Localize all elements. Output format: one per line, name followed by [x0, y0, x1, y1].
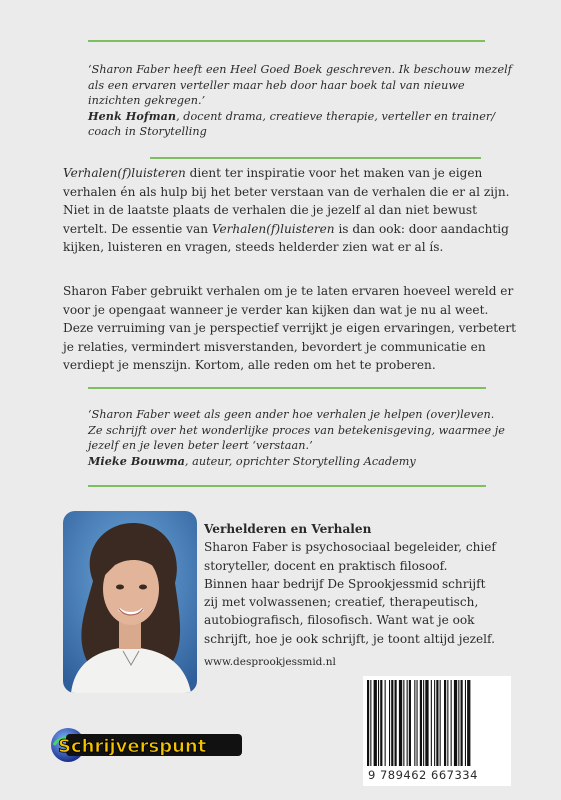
quote-line: inzichten gekregen.’ [88, 94, 206, 107]
quote-line: Ze schrijft over het wonderlijke proces van betekenisgeving, waarmee je [88, 423, 505, 437]
quote-line: als een ervaren verteller maar heb door haar boek tal van nieuwe [88, 78, 465, 92]
barcode-bar [461, 680, 463, 766]
paragraph-line: Deze verruiming van je perspectief verrijkt je eigen ervaringen, verbetert [63, 321, 516, 336]
quote-author: Henk Hofman [88, 108, 177, 123]
barcode-bar [380, 680, 382, 766]
barcode-bar [423, 680, 424, 766]
barcode-bar [431, 680, 432, 766]
description-paragraph-2 [63, 282, 516, 375]
description-paragraph-1 [63, 164, 509, 257]
book-title: Verhalen(f)luisteren [211, 221, 335, 236]
barcode-bar [440, 680, 441, 766]
author-website[interactable]: www.desprookjessmid.nl [204, 656, 336, 668]
bio-line: Sharon Faber is psychosociaal begeleider, chief [204, 540, 496, 555]
divider [88, 40, 485, 42]
quote-line: ‘Sharon Faber heeft een Heel Goed Boek geschreven. Ik beschouw mezelf [88, 63, 512, 76]
paragraph-text: vertelt. De essentie van [63, 221, 212, 236]
paragraph-text: dient ter inspiratie voor het maken van je eigen [185, 166, 483, 180]
barcode-bar [378, 680, 379, 766]
quote-line: coach in Storytelling [88, 125, 207, 138]
barcode-bar [458, 680, 459, 766]
bio-line: Binnen haar bedrijf De Sprookjessmid schrijft [204, 576, 486, 591]
paragraph-line: Niet in de laatste plaats de verhalen die je jezelf al dan niet bewust [63, 203, 477, 218]
barcode-bar [420, 680, 422, 766]
bio-title: Verhelderen en Verhalen [204, 522, 372, 536]
barcode-bar [399, 680, 402, 766]
barcode-bar [465, 680, 466, 766]
barcode-bar [451, 680, 452, 766]
publisher-logo [48, 720, 246, 770]
paragraph-line: voor je opengaat wanneer je verder kan kijken dan wat je nu al weet. [63, 302, 489, 317]
barcode-bar [447, 680, 448, 766]
paragraph-text: is dan ook: door aandachtig [334, 221, 509, 236]
isbn-number: 9 789462 667334 [368, 768, 478, 782]
barcode-bar [454, 680, 457, 766]
bio-line: schrijft, hoe je ook schrijft, je toont altijd jezelf. [204, 631, 495, 646]
barcode-bar [374, 680, 377, 766]
quote-author: Mieke Bouwma [88, 453, 185, 468]
quote-author-role: , docent drama, creatieve therapie, verteller en trainer/ [176, 109, 496, 123]
barcode-bar [395, 680, 397, 766]
barcode-bar [407, 680, 408, 766]
divider [88, 485, 486, 487]
author-photo [63, 511, 197, 693]
bio-line: zij met volwassenen; creatief, therapeutisch, [204, 595, 479, 610]
paragraph-line: je relaties, vermindert misverstanden, bevordert je communicatie en [63, 339, 486, 354]
bio-line: autobiografisch, filosofisch. Want wat je ook [204, 613, 475, 628]
publisher-logo-text: Schrijverspunt [58, 736, 207, 757]
barcode-bar [436, 680, 438, 766]
quote-line: jezelf en je leven beter leert ‘verstaan.’ [88, 439, 313, 452]
barcode-bar [370, 680, 371, 766]
testimonial-quote-1 [88, 62, 512, 140]
barcode-bar [403, 680, 404, 766]
paragraph-line: kijken, luisteren en vragen, steeds helderder zien wat er al ís. [63, 240, 444, 255]
barcode-bar [391, 680, 393, 766]
paragraph-line: verhalen én als hulp bij het beter verstaan van de verhalen die er al zijn. [63, 184, 510, 199]
testimonial-quote-2 [88, 407, 505, 469]
barcode-bar [425, 680, 428, 766]
paragraph-line: verdiept je menszijn. Kortom, alle reden om het te proberen. [63, 358, 436, 373]
barcode-bar [409, 680, 411, 766]
quote-line: ‘Sharon Faber weet als geen ander hoe verhalen je helpen (over)leven. [88, 408, 495, 421]
barcode-bar [444, 680, 446, 766]
book-title: Verhalen(f)luisteren [63, 166, 186, 180]
barcode-bar [414, 680, 415, 766]
author-bio [204, 520, 496, 648]
barcode-bar [467, 680, 470, 766]
barcode-bar [367, 680, 369, 766]
barcode-bar [389, 680, 390, 766]
barcode-bar [434, 680, 435, 766]
bio-line: storyteller, docent en praktisch filosoof. [204, 558, 448, 573]
divider [150, 157, 481, 159]
paragraph-line: Sharon Faber gebruikt verhalen om je te laten ervaren hoeveel wereld er [63, 284, 514, 298]
quote-author-role: , auteur, oprichter Storytelling Academy [184, 454, 416, 468]
barcode-bar [417, 680, 418, 766]
divider [88, 387, 486, 389]
barcode-bar [385, 680, 386, 766]
